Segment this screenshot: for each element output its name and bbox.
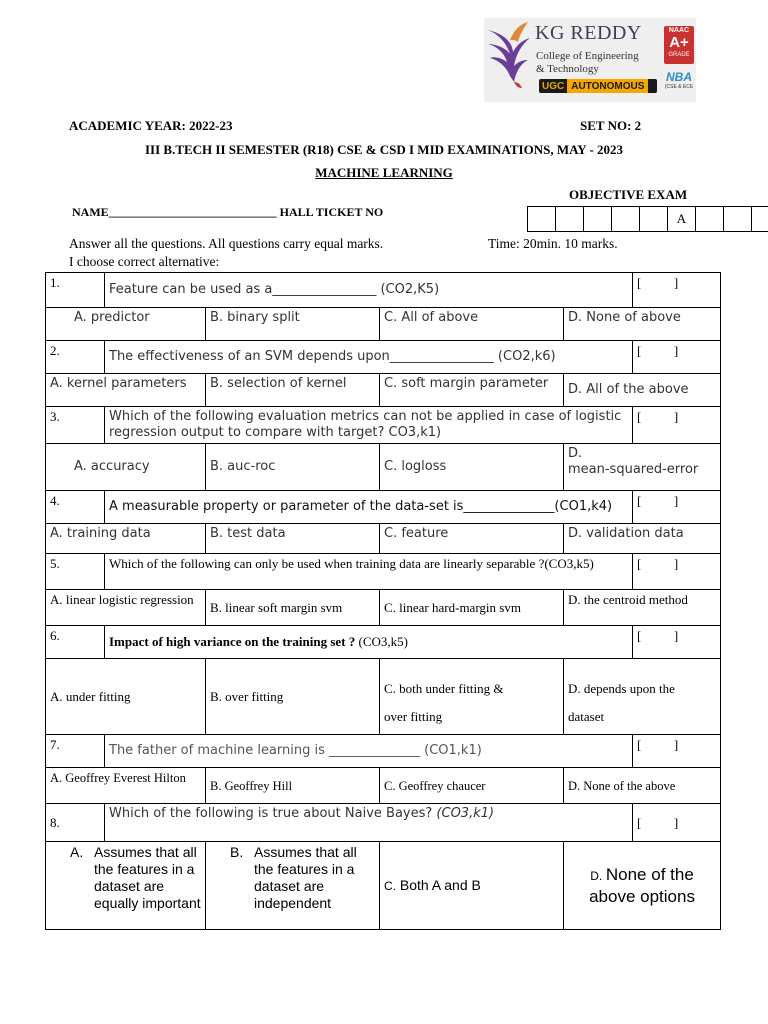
options-row — [46, 308, 721, 341]
option-c-letter: C. — [384, 879, 396, 893]
time-and-marks: Time: 20min. 10 marks. — [488, 236, 618, 251]
question-number: 1. — [46, 273, 105, 308]
question-row — [46, 491, 721, 524]
option-c[interactable]: C. Geoffrey chaucer — [380, 768, 564, 804]
ticket-box[interactable] — [555, 206, 584, 232]
nba-badge — [664, 70, 694, 100]
question-course-outcome: (CO3,k5) — [355, 634, 408, 649]
option-a[interactable]: A. predictor — [46, 308, 206, 341]
option-c[interactable]: C. All of above — [380, 308, 564, 341]
options-row — [46, 842, 721, 930]
option-c-text: Both A and B — [399, 877, 481, 893]
question-row — [46, 626, 721, 659]
question-row — [46, 804, 721, 842]
options-row — [46, 524, 721, 554]
option-d[interactable] — [564, 659, 721, 735]
option-d-line2: dataset — [568, 709, 605, 724]
option-b[interactable]: B. selection of kernel — [206, 374, 380, 407]
ticket-box[interactable] — [751, 206, 768, 232]
question-number: 4. — [46, 491, 105, 524]
option-b[interactable]: B. binary split — [206, 308, 380, 341]
question-row — [46, 273, 721, 308]
ugc-label: UGC — [542, 80, 565, 92]
option-c[interactable]: C. feature — [380, 524, 564, 554]
option-d-text: None of the above options — [589, 864, 695, 906]
naac-grade-label: GRADE — [668, 52, 690, 58]
option-b[interactable] — [206, 842, 380, 930]
option-a[interactable]: A. linear logistic regression — [46, 590, 206, 626]
option-a[interactable] — [46, 842, 206, 930]
college-logo — [484, 18, 696, 102]
question-text: The father of machine learning is ______________ (CO1,k1) — [105, 735, 633, 768]
option-d[interactable]: D. the centroid method — [564, 590, 721, 626]
autonomous-label: AUTONOMOUS — [567, 79, 648, 93]
option-c[interactable] — [380, 842, 564, 930]
hall-ticket-boxes[interactable] — [527, 206, 768, 230]
option-d[interactable]: D. None of above — [564, 308, 721, 341]
question-text: A measurable property or parameter of the data-set is______________(CO1,k4) — [105, 491, 633, 524]
option-b-letter: B. — [230, 844, 244, 860]
ticket-box[interactable] — [527, 206, 556, 232]
naac-badge — [664, 26, 694, 64]
option-d[interactable] — [564, 444, 721, 491]
question-number: 8. — [46, 804, 105, 842]
question-number: 3. — [46, 407, 105, 444]
option-d[interactable]: D. All of the above — [564, 374, 721, 407]
options-row — [46, 444, 721, 491]
question-number: 6. — [46, 626, 105, 659]
question-number: 5. — [46, 554, 105, 590]
nba-sub-label: (CSE & ECE — [664, 84, 694, 90]
option-a[interactable]: A. accuracy — [46, 444, 206, 491]
option-a[interactable]: A. under fitting — [46, 659, 206, 735]
option-c[interactable]: C. soft margin parameter — [380, 374, 564, 407]
option-b[interactable]: B. over fitting — [206, 659, 380, 735]
option-b[interactable]: B. test data — [206, 524, 380, 554]
ticket-box[interactable] — [639, 206, 668, 232]
ticket-box[interactable] — [695, 206, 724, 232]
options-row — [46, 768, 721, 804]
option-a[interactable]: A. Geoffrey Everest Hilton — [46, 768, 206, 804]
option-a-letter: A. — [70, 844, 84, 860]
college-brand-name: KG REDDY — [535, 22, 642, 44]
set-number: SET NO: 2 — [580, 118, 642, 133]
option-c[interactable]: C. linear hard-margin svm — [380, 590, 564, 626]
option-a[interactable]: A. kernel parameters — [46, 374, 206, 407]
question-text: Feature can be used as a________________ (CO2,K5) — [105, 273, 633, 308]
option-d-text: mean-squared-error — [568, 462, 699, 477]
question-text: The effectiveness of an SVM depends upon________________ (CO2,k6) — [105, 341, 633, 374]
option-c-line1: C. both under fitting & — [384, 681, 504, 696]
options-row — [46, 659, 721, 735]
question-text — [105, 804, 633, 842]
question-text: Which of the following evaluation metrics can not be applied in case of logistic regression output to compare with target? CO3,k1) — [105, 407, 633, 444]
naac-grade: A+ — [669, 34, 689, 51]
option-c[interactable] — [380, 659, 564, 735]
section-heading: I choose correct alternative: — [69, 254, 220, 269]
question-text-main: Impact of high variance on the training set ? — [109, 634, 356, 649]
naac-label: NAAC — [668, 27, 690, 34]
answer-bracket[interactable]: [ ] — [633, 804, 721, 842]
question-text: Which of the following can only be used when training data are linearly separable ?(CO3,k5) — [105, 554, 633, 590]
exam-title: III B.TECH II SEMESTER (R18) CSE & CSD I MID EXAMINATIONS, MAY - 2023 — [144, 142, 624, 157]
subject-title: MACHINE LEARNING — [315, 165, 453, 180]
academic-year: ACADEMIC YEAR: 2022-23 — [69, 118, 233, 133]
ticket-box[interactable] — [611, 206, 640, 232]
name-and-ticket-label: NAME____________________________ HALL TICKET NO — [72, 205, 384, 219]
college-name-line2: & Technology — [536, 63, 599, 75]
nba-label: NBA — [666, 70, 692, 84]
question-text — [105, 626, 633, 659]
answer-bracket[interactable]: [ ] — [633, 273, 721, 308]
question-row — [46, 341, 721, 374]
eagle-emblem-icon — [484, 20, 534, 90]
options-row — [46, 374, 721, 407]
ugc-autonomous-badge — [539, 79, 657, 93]
college-name-line1: College of Engineering — [536, 50, 639, 62]
option-d-line1: D. depends upon the — [568, 681, 675, 696]
ticket-box[interactable]: A — [667, 206, 696, 232]
objective-exam-label: OBJECTIVE EXAM — [569, 187, 688, 202]
answer-bracket[interactable]: [ ] — [633, 735, 721, 768]
option-d[interactable]: D. None of the above — [564, 768, 721, 804]
instructions: Answer all the questions. All questions carry equal marks. — [69, 236, 384, 251]
answer-bracket[interactable]: [ ] — [633, 491, 721, 524]
question-row — [46, 735, 721, 768]
question-number: 7. — [46, 735, 105, 768]
option-b[interactable]: B. linear soft margin svm — [206, 590, 380, 626]
answer-bracket[interactable]: [ ] — [633, 407, 721, 444]
question-text-main: Which of the following is true about Naive Bayes? — [109, 806, 433, 821]
option-b[interactable]: B. Geoffrey Hill — [206, 768, 380, 804]
answer-bracket[interactable]: [ ] — [633, 626, 721, 659]
option-d[interactable]: D. validation data — [564, 524, 721, 554]
option-d-letter: D. — [590, 868, 603, 883]
option-a-text: Assumes that all the features in a dataset are equally important — [94, 844, 201, 911]
option-b-text: Assumes that all the features in a dataset are independent — [254, 844, 357, 911]
ticket-box[interactable] — [723, 206, 752, 232]
answer-bracket[interactable]: [ ] — [633, 341, 721, 374]
option-a[interactable]: A. training data — [46, 524, 206, 554]
question-row — [46, 554, 721, 590]
question-row — [46, 407, 721, 444]
option-c[interactable]: C. logloss — [380, 444, 564, 491]
question-number: 2. — [46, 341, 105, 374]
answer-bracket[interactable]: [ ] — [633, 554, 721, 590]
option-b[interactable]: B. auc-roc — [206, 444, 380, 491]
questions-table — [45, 272, 721, 930]
option-c-line2: over fitting — [384, 709, 443, 724]
ticket-box[interactable] — [583, 206, 612, 232]
question-course-outcome: (CO3,k1) — [432, 806, 495, 821]
option-d[interactable] — [564, 842, 721, 930]
option-d-letter: D. — [568, 446, 583, 461]
options-row — [46, 590, 721, 626]
